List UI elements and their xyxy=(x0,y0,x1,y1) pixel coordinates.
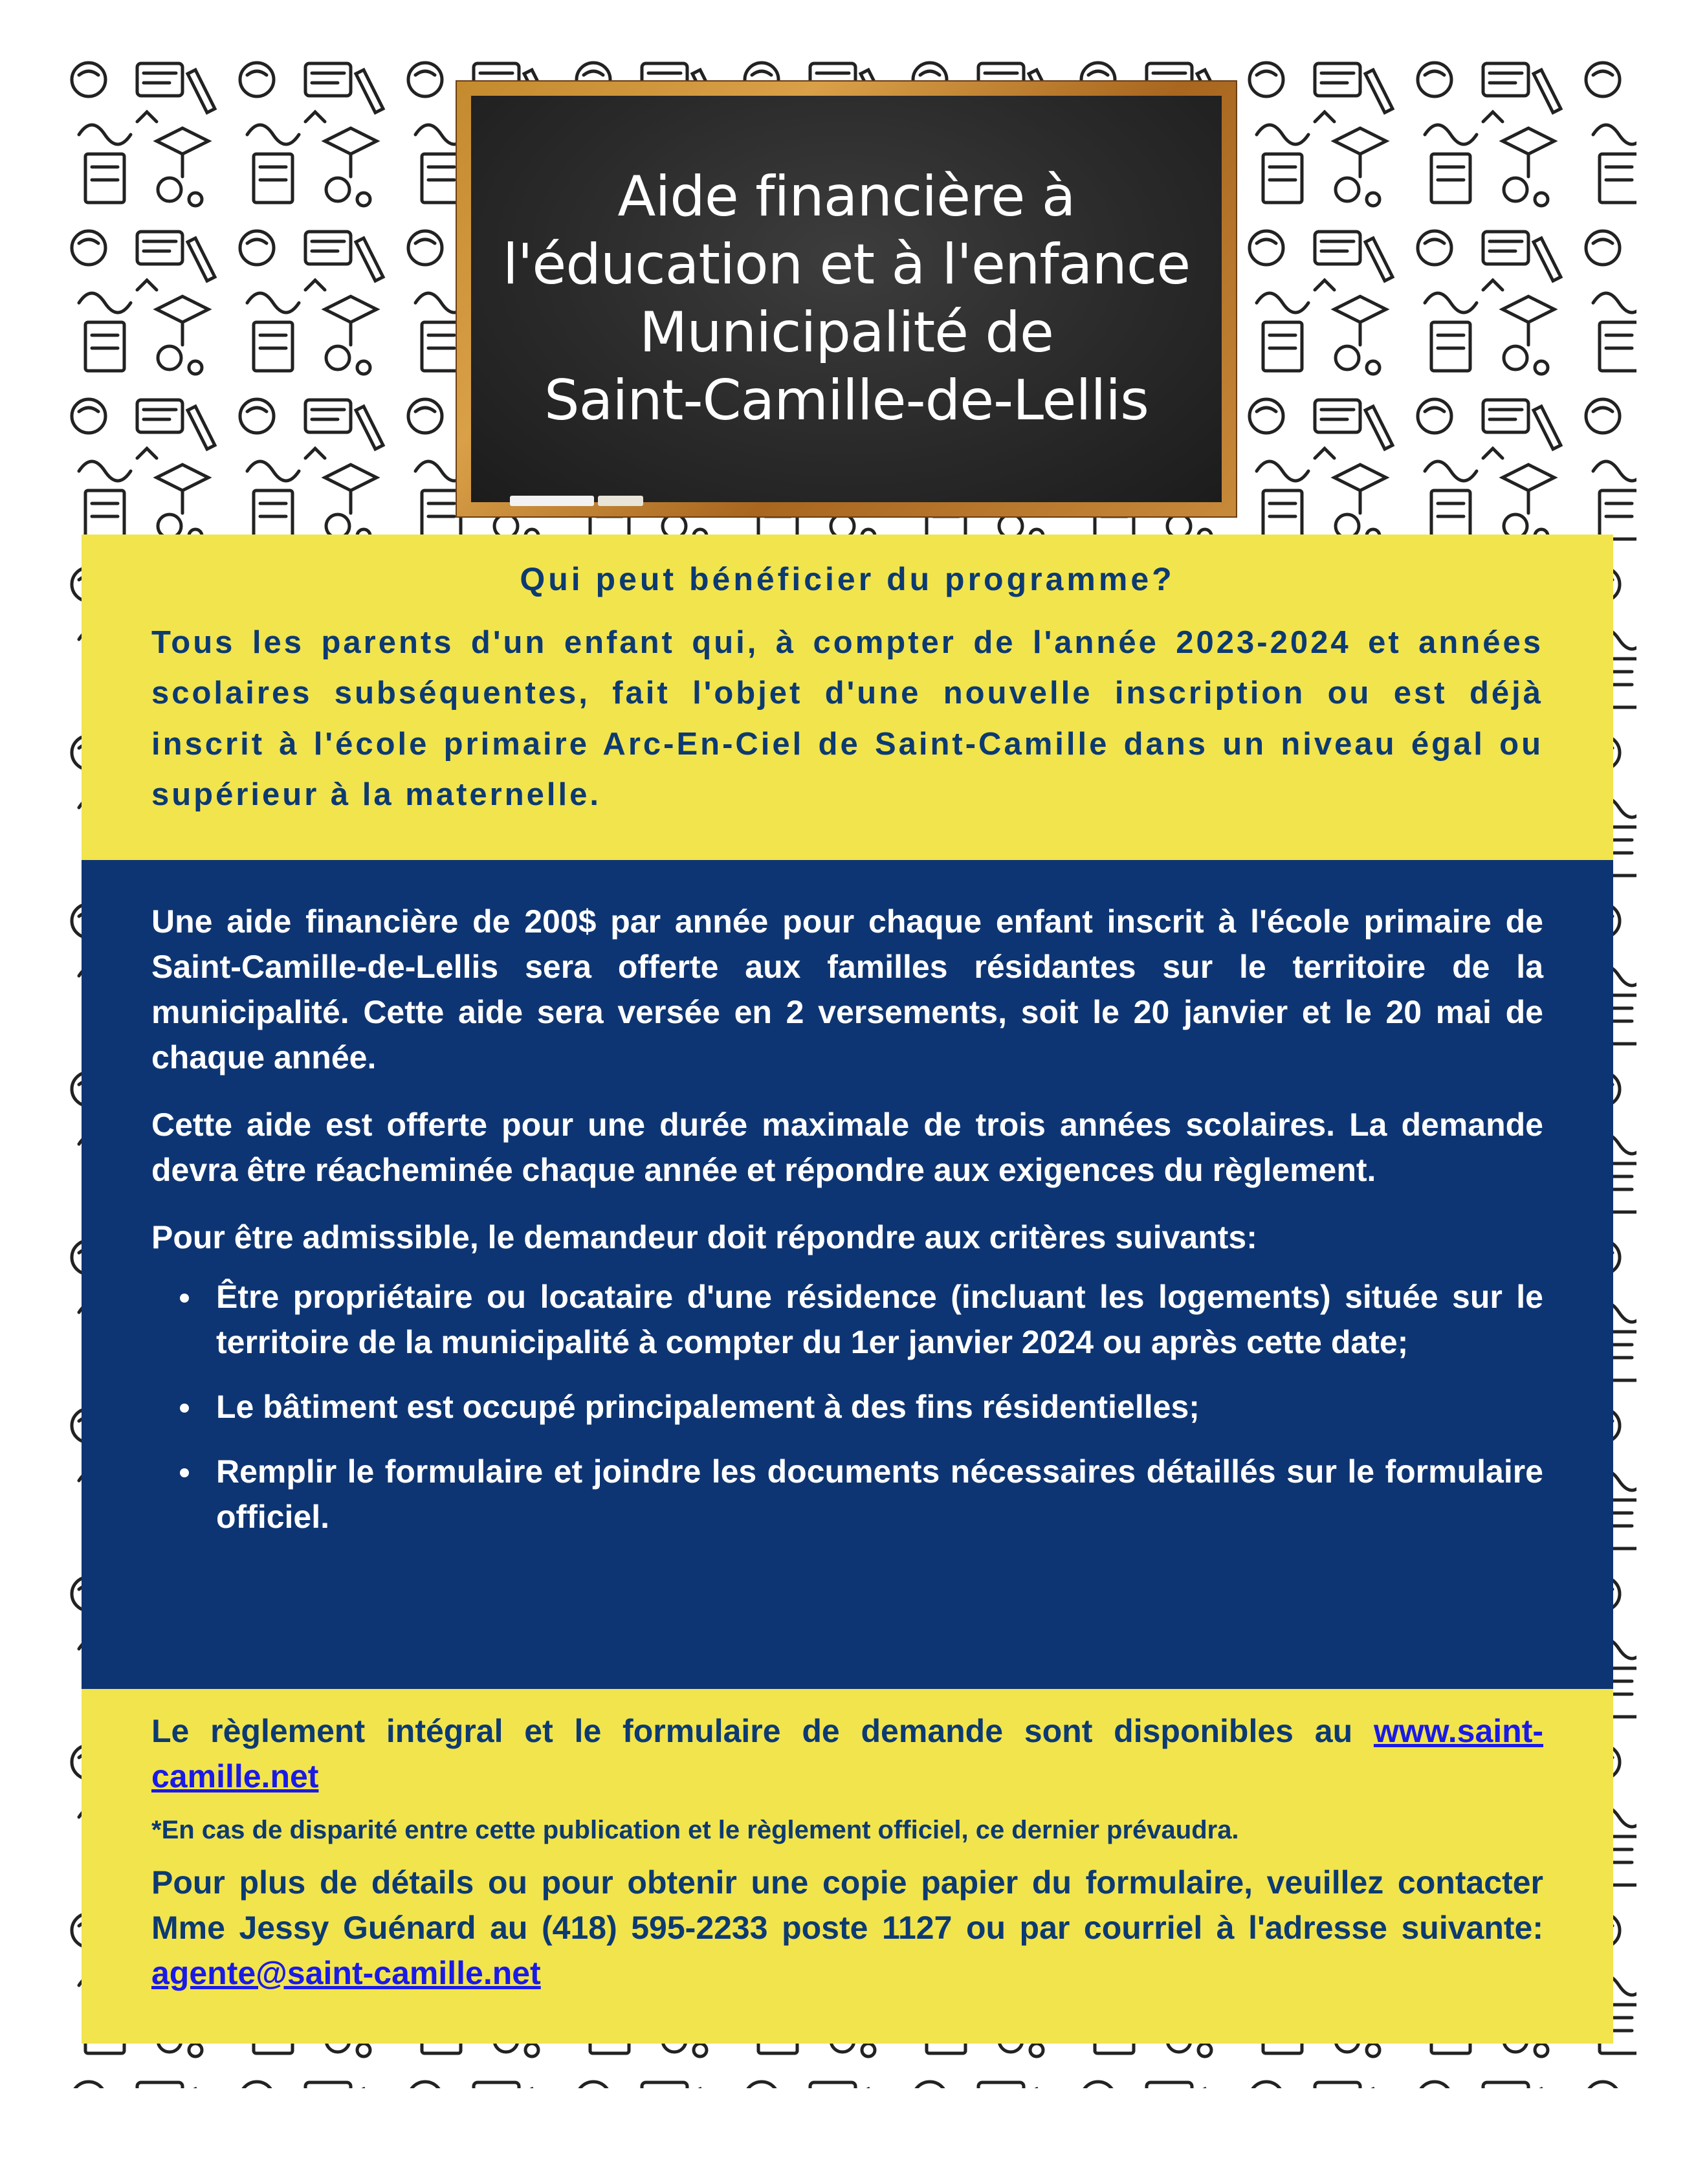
criteria-item xyxy=(180,1274,1543,1365)
duration-paragraph: Cette aide est offerte pour une durée maximale de trois années scolaires. La demande devra être réacheminée chaque année et répondre aux exigences du règlement. xyxy=(151,1107,1543,1188)
subtitle-line-2: Saint-Camille-de-Lellis xyxy=(544,368,1149,433)
criteria-item-text: Être propriétaire ou locataire d'une résidence (incluant les logements) située sur le territoire de la municipalité à compter du 1er janvier 2024 ou après cette date; xyxy=(216,1279,1543,1360)
criteria-intro: Pour être admissible, le demandeur doit répondre aux critères suivants: xyxy=(151,1219,1257,1255)
website-link[interactable]: www.saint-camille.net xyxy=(151,1713,1543,1794)
chalkboard-title-frame xyxy=(457,82,1236,516)
criteria-item-text: Le bâtiment est occupé principalement à des fins résidentielles; xyxy=(216,1389,1200,1425)
availability-text: Le règlement intégral et le formulaire de demande sont disponibles au xyxy=(151,1713,1353,1749)
aid-amount-paragraph: Une aide financière de 200$ par année pour chaque enfant inscrit à l'école primaire de Saint-Camille-de-Lellis sera offerte aux familles résidantes sur le territoire de la municipalité. Cette aide sera versée en 2 versements, soit le 20 janvier et le 20 mai de chaque année. xyxy=(151,903,1543,1075)
subtitle-line-1: Municipalité de xyxy=(639,300,1053,365)
details-panel xyxy=(82,860,1613,1689)
availability-paragraph xyxy=(151,1708,1543,1799)
contact-paragraph xyxy=(151,1860,1543,1996)
title-line-2: l'éducation et à l'enfance xyxy=(502,232,1191,298)
title-line-1: Aide financière à xyxy=(617,164,1075,230)
email-link[interactable]: agente@saint-camille.net xyxy=(151,1955,541,1991)
criteria-item xyxy=(180,1449,1543,1539)
bullet-icon xyxy=(180,1468,189,1477)
disclaimer: *En cas de disparité entre cette publication et le règlement officiel, ce dernier prévaudra. xyxy=(151,1816,1239,1844)
criteria-item-text: Remplir le formulaire et joindre les documents nécessaires détaillés sur le formulaire officiel. xyxy=(216,1453,1543,1535)
chalk-stub-icon xyxy=(598,496,643,506)
eligibility-text: Tous les parents d'un enfant qui, à compter de l'année 2023-2024 et années scolaires subséquentes, fait l'objet d'une nouvelle inscription ou est déjà inscrit à l'école primaire Arc-En-Ciel de Saint-Camille dans un niveau égal ou supérieur à la maternelle. xyxy=(151,625,1543,813)
contact-panel xyxy=(82,1689,1613,2044)
criteria-list xyxy=(151,1274,1543,1539)
contact-text: Pour plus de détails ou pour obtenir une copie papier du formulaire, veuillez contacter Mme Jessy Guénard au (418) 595-2233 poste 1127 ou par courriel à l'adresse suivante: xyxy=(151,1864,1543,1946)
eligibility-panel xyxy=(82,535,1613,860)
chalk-icon xyxy=(510,496,594,506)
bullet-icon xyxy=(180,1404,189,1413)
bullet-icon xyxy=(180,1294,189,1303)
chalkboard xyxy=(471,96,1222,502)
criteria-item xyxy=(180,1384,1543,1429)
eligibility-heading: Qui peut bénéficier du programme? xyxy=(520,561,1175,597)
